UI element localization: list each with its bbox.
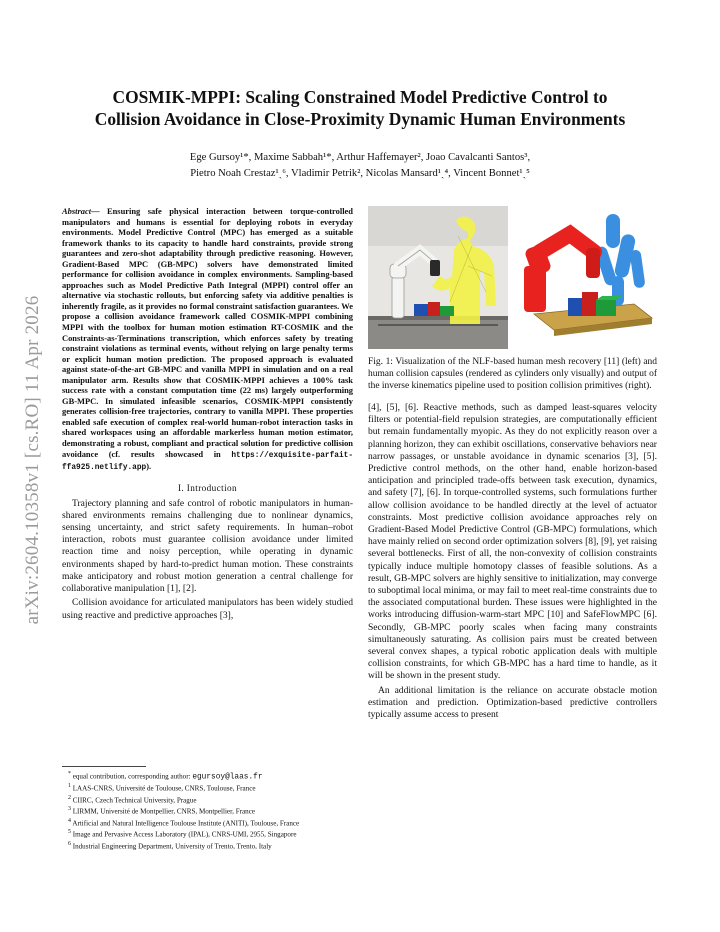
capsule-cylinder xyxy=(606,214,620,248)
intro-paragraph-1: Trajectory planning and safe control of robotic manipulators in human-shared environments remains challenging due to nonlinear dynamics, sensing uncertainty, and strict safety requirements. In human–robot interaction, robots must guarantee collision avoidance under limited reaction time and noisy perception, while operating in dynamic environments shaped by hard-to-predict human motion. These constraints make anticipatory and robust motion generation a central challenge for collaborative manipulation [1], [2]. xyxy=(62,497,353,595)
corresponding-email-link[interactable]: egursoy@laas.fr xyxy=(192,773,263,782)
human-mesh-photo xyxy=(368,206,508,349)
abstract xyxy=(62,206,353,474)
footnotes xyxy=(62,766,353,851)
footnote-affiliation-1: $^1$ LAAS-CNRS, Université de Toulouse, CNRS, Toulouse, France xyxy=(68,783,256,793)
footnote-equal-contribution: * equal contribution, corresponding author: egursoy@laas.fr xyxy=(68,771,263,782)
arxiv-identifier-stamp[interactable] xyxy=(18,250,48,670)
left-column xyxy=(62,206,353,622)
collision-capsule-render xyxy=(514,206,657,349)
right-paragraph-2: An additional limitation is the reliance on accurate obstacle motion estimation and prediction. Optimization-based predictive controllers typically assume access to present xyxy=(368,684,657,721)
right-column xyxy=(368,206,657,721)
footnote-rule xyxy=(62,766,146,767)
title-line-2: Collision Avoidance in Close-Proximity Dynamic Human Environments xyxy=(94,109,626,129)
abstract-results-link[interactable]: https://exquisite-parfait-ffa925.netlify.app xyxy=(62,451,353,473)
right-paragraph-1: [4], [5], [6]. Reactive methods, such as damped least-squares velocity filters or potential-field repulsion strategies, are computationally efficient but remain fundamentally myopic. As they do not explicitly reason over a planning horizon, they can exhibit oscillations, conservative behaviors near narrow passages, or unstable avoidance in dynamic scenarios [3], [5]. Predictive control methods, on the other hand, enable horizon-based anticipation and principled trade-offs between task execution, dynamics, and safety [7], [6]. In torque-controlled systems, such formulations further allow collision avoidance to be handled directly at the level of actuator constraints. Most predictive collision avoidance approaches rely on Gradient-Based Model Predictive Control (GB-MPC) formulations, which have mainly relied on second order optimization solvers [8], [9], yet raising several bottlenecks. First of all, the non-convexity of collision constraints typically induce multiple homotopy classes of feasible solutions. As a result, GB-MPC solvers are highly sensitive to initialization, may converge to suboptimal local minima, or may fail to meet real-time constraints due to the associated computational burden. These issues were highlighted in the works introducing diffusion-warm-start MPC [10] and SafeFlowMPC [6]. Secondly, GB-MPC poorly scales when facing many constraints simultaneously saturating. As collision pairs must be created between several convex shapes, a typical robotic application deals with multiple collision constraints, for which GB-MPC has a hard time to handle, as it will be shown in the present study. xyxy=(368,402,657,682)
abstract-text: — Ensuring safe physical interaction between torque-controlled manipulators and humans is essential for deploying robots in everyday environments. Model Predictive Control (MPC) has emerged as a suitable framework thanks to its capacity to handle hard constraints, provide strong guarantees and zero-shot adaptability through predictive reasoning. However, Gradient-Based MPC (GB-MPC) solvers have demonstrated limited performance for collision avoidance in complex environments. Sampling-based approaches such as Model Predictive Path Integral (MPPI) control offer an alternative via stochastic rollouts, but enforcing safety via additive penalties is inherently fragile, as it provides no formal constraint satisfaction guarantees. We propose a collision avoidance framework called COSMIK-MPPI combining MPPI with the toolbox for human motion estimation RT-COSMIK and the Constraints-as-Terminations transcription, which enforces safety by treating constraint violations as terminal events, without relying on large penalty terms or explicit human motion prediction. The proposed approach is evaluated against state-of-the-art GB-MPC and vanilla MPPI in simulation and on a real manipulator arm. Results show that COSMIK-MPPI achieves a 100% task success rate with a constant computation time (22 ms) largely outperforming GB-MPC. In simulated infeasible scenarios, COSMIK-MPPI consistently generates collision-free trajectories, contrary to vanilla MPPI. These properties enabled safe execution of complex real-world human-robot interaction tasks in shared workspaces using an affordable markerless human motion estimator, demonstrating a robust, compliant and practical solution for predictive collision avoidance (cf. results showcased in xyxy=(62,206,353,459)
title-line-1: COSMIK-MPPI: Scaling Constrained Model Predictive Control to xyxy=(112,87,608,107)
paper-title xyxy=(60,86,660,130)
footnote-affiliation-3: $^3$ LIRMM, Université de Montpellier, CNRS, Montpellier, France xyxy=(68,806,255,816)
intro-paragraph-2: Collision avoidance for articulated manipulators has been widely studied using reactive and predictive approaches [3], xyxy=(62,597,353,621)
section-heading-introduction: I. Introduction xyxy=(177,482,238,493)
abstract-label: Abstract xyxy=(62,206,92,216)
footnote-affiliation-6: $^6$ Industrial Engineering Department, University of Trento, Trento, Italy xyxy=(68,840,272,851)
footnote-affiliation-5: $^5$ Image and Pervasive Access Laboratory (IPAL), CNRS-UMI, 2955, Singapore xyxy=(68,829,297,839)
figure-1 xyxy=(368,206,657,349)
abstract-tail: ). xyxy=(146,461,152,472)
author-line-1: Ege Gursoy¹*, Maxime Sabbah¹*, Arthur Haffemayer², Joao Cavalcanti Santos³, xyxy=(189,152,531,163)
arxiv-identifier-text: arXiv:2604.10358v1 [cs.RO] 11 Apr 2026 xyxy=(22,295,43,625)
author-line-2: Pietro Noah Crestaz¹ˎ⁶, Vladimir Petrik², Nicolas Mansard¹ˎ⁴, Vincent Bonnet¹ˎ⁵ xyxy=(190,168,530,179)
author-list xyxy=(60,150,660,182)
figure-1-caption: Fig. 1: Visualization of the NLF-based human mesh recovery [11] (left) and human collision capsules (rendered as cylinders only visually) and output of the inverse kinematics pipeline used to position collision primitives (right). xyxy=(368,357,657,391)
footnote-affiliation-4: $^4$ Artificial and Natural Intelligence Toulouse Institute (ANITI), Toulouse, France xyxy=(68,817,300,828)
footnote-affiliation-2: $^2$ CIIRC, Czech Technical University, Prague xyxy=(68,794,197,805)
